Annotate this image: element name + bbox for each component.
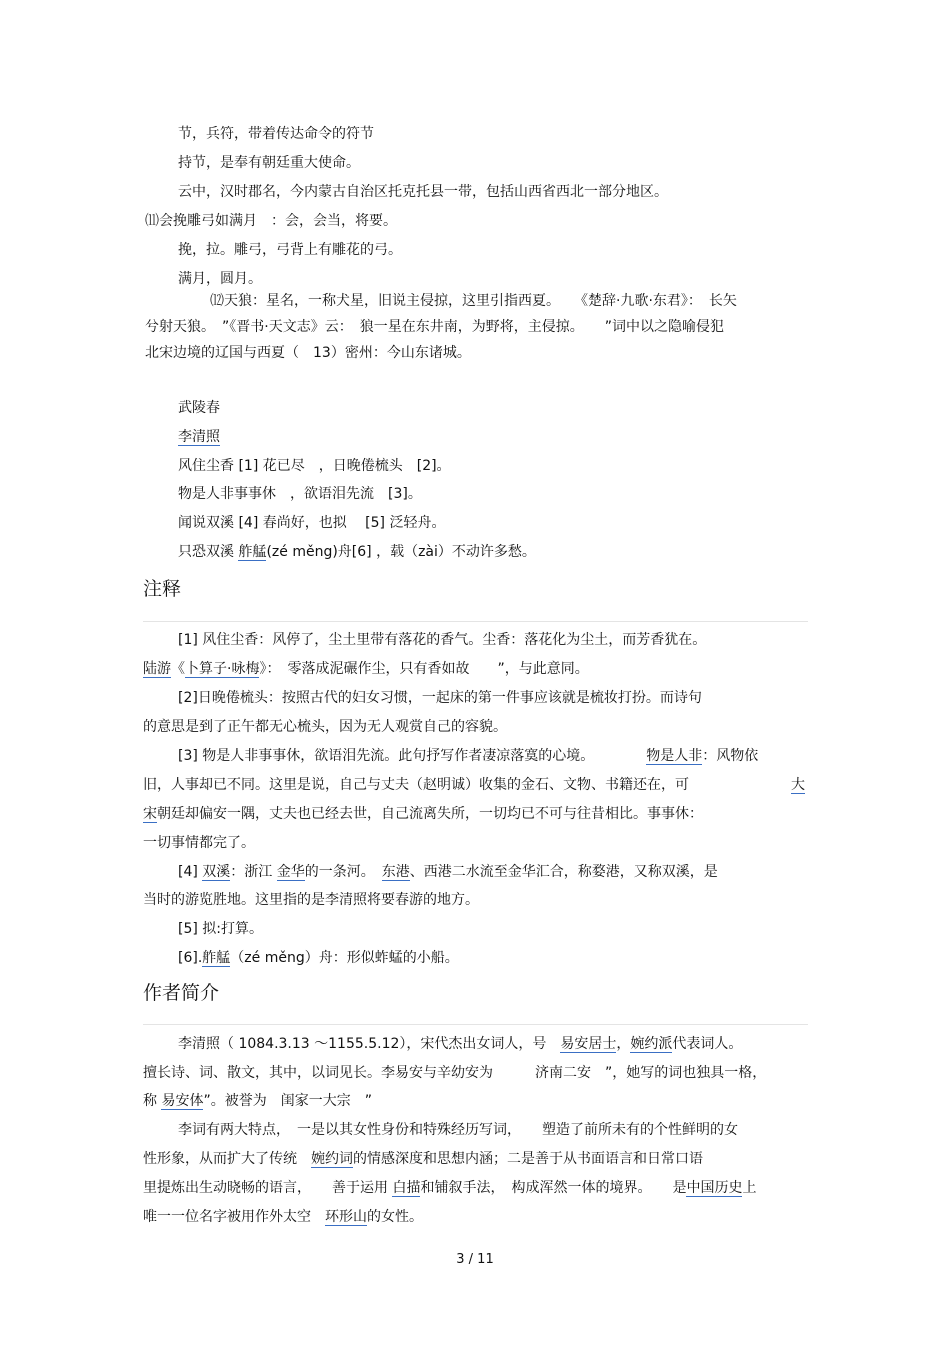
poem-line: 风住尘香 [1] 花已尽 ，日晚倦梳头 [2]。	[178, 458, 451, 474]
note-line: 北宋边境的辽国与西夏（ 13）密州：今山东诸城。	[145, 345, 471, 361]
annotation-line	[178, 863, 718, 881]
note-line: 云中，汉时郡名，今内蒙古自治区托克托县一带，包括山西省西北一部分地区。	[178, 184, 668, 200]
author-text: 代表词人。	[672, 1036, 743, 1052]
yi-an-ju-shi-link[interactable]: 易安居士	[560, 1036, 617, 1052]
note-line: 兮射天狼。 ”《晋书·天文志》云： 狼一星在东井南，为野将，主侵掠。 ”词中以之隐喻侵犯	[145, 319, 724, 335]
zhong-guo-li-shi-link[interactable]: 中国历史	[686, 1180, 743, 1196]
annotation-text: 旧，人事却已不同。这里是说，自己与丈夫（赵明诚）收集的金石、文物、书籍还在，可	[143, 777, 689, 793]
wu-shi-ren-fei-link[interactable]: 物是人非	[646, 748, 703, 764]
annotation-line	[178, 747, 758, 765]
annotation-text: [4]	[178, 864, 203, 880]
author-line	[143, 1179, 756, 1197]
annotation-text: ：风物依	[702, 748, 759, 764]
note-line: 节，兵符，带着传达命令的符节	[178, 126, 374, 142]
author-line	[178, 1035, 742, 1053]
annotation-text: （zé měng）舟：形似蚱蜢的小船。	[230, 950, 459, 966]
lu-you-link[interactable]: 陆游	[143, 661, 171, 677]
annotation-line: 一切事情都完了。	[143, 835, 255, 851]
huan-xing-shan-link[interactable]: 环形山	[325, 1209, 367, 1225]
poem-line: 闻说双溪 [4] 春尚好，也拟 [5] 泛轻舟。	[178, 515, 446, 531]
author-text: 里提炼出生动晓畅的语言， 善于运用	[143, 1180, 393, 1196]
author-text: 性形象，从而扩大了传统	[143, 1151, 311, 1167]
author-line: 擅长诗、词、散文，其中，以词见长。李易安与辛幼安为 济南二安 ”，她写的词也独具一格，	[143, 1065, 767, 1081]
note-line: 持节，是奉有朝廷重大使命。	[178, 155, 360, 171]
note-line: ⑿天狼：星名，一称犬星，旧说主侵掠，这里引指西夏。 《楚辞·九歌·东君》： 长矢	[210, 293, 737, 309]
annotation-line: [2]日晚倦梳头：按照古代的妇女习惯，一起床的第一件事应该就是梳妆打扮。而诗句	[178, 690, 702, 706]
section-divider	[143, 1024, 808, 1025]
author-heading: 作者简介	[143, 982, 220, 1004]
da-song-link-part2[interactable]: 宋	[143, 806, 157, 822]
annotation-line: 的意思是到了正午都无心梳头，因为无人观赏自己的容貌。	[143, 719, 507, 735]
annotation-line	[791, 776, 805, 794]
poem-line-text: (zé měng)舟[6] ，载（zài）不动许多愁。	[266, 544, 536, 560]
author-line: 李词有两大特点， 一是以其女性身份和特殊经历写词， 塑造了前所未有的个性鲜明的女	[178, 1122, 738, 1138]
da-song-link-part1[interactable]: 大	[791, 777, 805, 793]
author-line	[143, 1150, 703, 1168]
annotation-line	[178, 949, 459, 967]
poem-author-link[interactable]: 李清照	[178, 429, 220, 445]
poem-line-text: 只恐双溪	[178, 544, 234, 560]
wan-yue-ci-link[interactable]: 婉约词	[311, 1151, 353, 1167]
poem-line: 物是人非事事休 ，欲语泪先流 [3]。	[178, 486, 422, 502]
dong-gang-link[interactable]: 东港	[381, 864, 410, 880]
poem-line	[178, 543, 536, 561]
jin-hua-link[interactable]: 金华	[276, 864, 305, 880]
annotation-line	[143, 805, 703, 823]
section-divider	[143, 621, 808, 622]
annotation-text: ：浙江	[230, 864, 277, 880]
author-text: 称	[143, 1093, 162, 1109]
bai-miao-link[interactable]: 白描	[392, 1180, 421, 1196]
annotations-heading: 注释	[143, 578, 182, 600]
author-line	[143, 1092, 372, 1110]
ze-meng-link[interactable]: 舴艋	[202, 950, 231, 966]
author-text: ，	[616, 1036, 631, 1052]
shuang-xi-link[interactable]: 双溪	[202, 864, 231, 880]
author-text: 上	[742, 1180, 757, 1196]
note-line: 满月，圆月。	[178, 271, 262, 287]
annotation-text: 、西港二水流至金华汇合，称婺港，又称双溪，是	[409, 864, 718, 880]
author-text: 的女性。	[367, 1209, 423, 1225]
note-line: 挽，拉。雕弓，弓背上有雕花的弓。	[178, 242, 402, 258]
author-text: ”。被誉为 闺家一大宗 ”	[203, 1093, 372, 1109]
note-line: ⑾会挽雕弓如满月 ：会，会当，将要。	[145, 213, 397, 229]
author-line	[143, 1208, 423, 1226]
page-number: 3 / 11	[456, 1252, 494, 1267]
annotation-line: [5] 拟:打算。	[178, 921, 263, 937]
author-text: 唯一一位名字被用作外太空	[143, 1209, 325, 1225]
annotation-text: [6].	[178, 950, 203, 966]
poem-author-line	[178, 428, 220, 446]
author-text: 和铺叙手法， 构成浑然一体的境界。 是	[420, 1180, 687, 1196]
annotation-text: 的一条河。	[304, 864, 382, 880]
boat-link[interactable]: 舴艋	[238, 544, 267, 560]
author-text: 李清照（ 1084.3.13 ～1155.5.12），宋代杰出女词人，号	[178, 1036, 561, 1052]
annotation-line: [1] 风住尘香：风停了，尘土里带有落花的香气。尘香：落花化为尘土，而芳香犹在。	[178, 632, 707, 648]
annotation-text: 《	[171, 661, 185, 677]
annotation-line: 当时的游览胜地。这里指的是李清照将要春游的地方。	[143, 892, 479, 908]
author-text: 的情感深度和思想内涵；二是善于从书面语言和日常口语	[353, 1151, 703, 1167]
wan-yue-pai-link[interactable]: 婉约派	[630, 1036, 673, 1052]
annotation-line	[143, 776, 689, 794]
bu-suan-zi-link[interactable]: 卜算子·咏梅	[185, 661, 260, 677]
yi-an-ti-link[interactable]: 易安体	[161, 1093, 204, 1109]
annotation-line	[143, 660, 589, 678]
annotation-text: 朝廷却偏安一隅，丈夫也已经去世，自己流离失所，一切均已不可与往昔相比。事事休：	[157, 806, 703, 822]
annotation-text: [3] 物是人非事事休，欲语泪先流。此句抒写作者凄凉落寞的心境。	[178, 748, 595, 764]
poem-title: 武陵春	[178, 400, 220, 416]
annotation-text: 》： 零落成泥碾作尘，只有香如故 ”，与此意同。	[259, 661, 589, 677]
